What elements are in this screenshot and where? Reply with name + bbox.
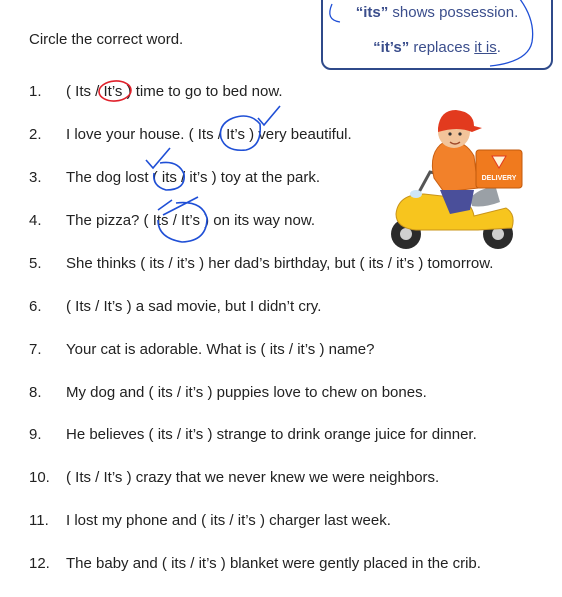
- question-text: She thinks ( its / it’s ) her dad’s birthday, but ( its / it’s ) tomorrow.: [66, 255, 494, 272]
- question-text: ( Its / It’s ) time to go to bed now.: [66, 83, 283, 100]
- question-1: [29, 83, 283, 100]
- delivery-box-label: DELIVERY: [481, 175, 517, 182]
- question-number: 8.: [29, 384, 42, 401]
- rule-itsc-desc: replaces: [409, 39, 475, 56]
- question-number: 11.: [29, 512, 49, 529]
- question-number: 1.: [29, 83, 42, 100]
- question-11: [29, 512, 391, 529]
- rule-line-its-contraction: [323, 39, 551, 56]
- question-2: [29, 126, 352, 143]
- question-number: 10.: [29, 469, 50, 486]
- question-9: [29, 426, 477, 443]
- question-text: The dog lost ( its / it’s ) toy at the park.: [66, 169, 320, 186]
- question-number: 2.: [29, 126, 42, 143]
- question-text: My dog and ( its / it’s ) puppies love to chew on bones.: [66, 384, 427, 401]
- question-number: 6.: [29, 298, 42, 315]
- question-number: 3.: [29, 169, 42, 186]
- question-text: I lost my phone and ( its / it’s ) charger last week.: [66, 512, 391, 529]
- question-7: [29, 341, 374, 358]
- question-text: ( Its / It’s ) a sad movie, but I didn’t cry.: [66, 298, 322, 315]
- rule-its-word: “its”: [355, 4, 389, 21]
- check-mark-icon: [146, 148, 170, 168]
- question-10: [29, 469, 439, 486]
- question-number: 5.: [29, 255, 42, 272]
- question-8: [29, 384, 427, 401]
- rule-its-desc: shows possession.: [388, 4, 519, 21]
- question-text: The pizza? ( Its / It’s ) on its way now.: [66, 212, 315, 229]
- question-number: 7.: [29, 341, 42, 358]
- rule-itsc-underlined: it is: [474, 39, 497, 56]
- question-number: 9.: [29, 426, 42, 443]
- question-5: [29, 255, 493, 272]
- question-text: The baby and ( its / it’s ) blanket were gently placed in the crib.: [66, 555, 481, 572]
- question-text: ( Its / It’s ) crazy that we never knew we were neighbors.: [66, 469, 440, 486]
- question-text: He believes ( its / it’s ) strange to drink orange juice for dinner.: [66, 426, 477, 443]
- question-text: I love your house. ( Its / It’s ) very beautiful.: [66, 126, 352, 143]
- check-mark-icon: [258, 106, 280, 125]
- question-3: [29, 169, 320, 186]
- rule-line-its: [323, 4, 551, 21]
- question-4: [29, 212, 315, 229]
- question-12: [29, 555, 481, 572]
- rule-itsc-period: .: [496, 39, 501, 56]
- question-text: Your cat is adorable. What is ( its / it’s ) name?: [66, 341, 375, 358]
- rule-box: [321, 0, 553, 70]
- question-number: 4.: [29, 212, 42, 229]
- instructions: Circle the correct word.: [29, 31, 184, 48]
- question-number: 12.: [29, 555, 50, 572]
- delivery-scooter-icon: [388, 102, 528, 252]
- rule-itsc-word: “it’s”: [373, 39, 410, 56]
- question-6: [29, 298, 321, 315]
